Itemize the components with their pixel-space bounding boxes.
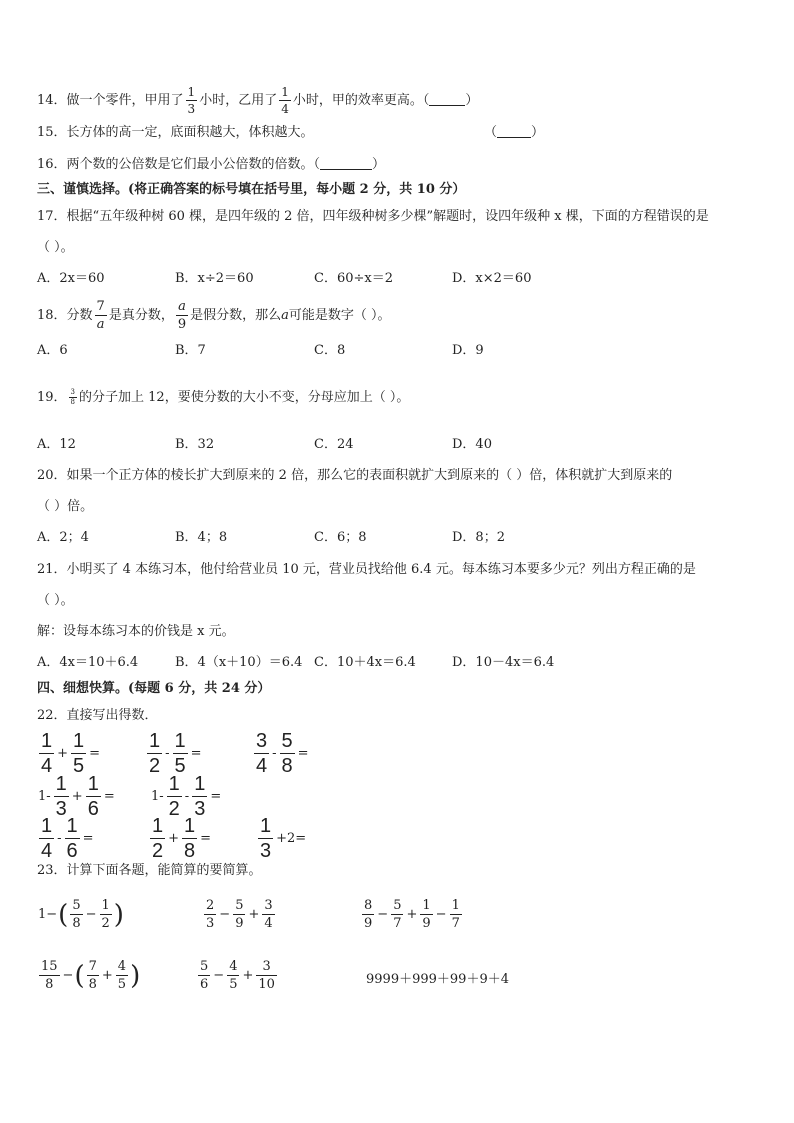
calc-5-6-minus-4-5-plus-3-10: 5 6 − 4 5 + 3 10 xyxy=(200,959,275,992)
calc-1-2-minus-1-5: 1 2 - 1 5 = xyxy=(149,730,202,777)
q15-answer xyxy=(484,123,544,143)
q18-option-d[interactable]: D．9 xyxy=(452,343,484,358)
q21-option-b[interactable]: B．4（x＋10）＝6.4 xyxy=(175,655,303,670)
calc-1-minus-1-2-minus-1-3: 1- 1 2 - 1 3 = xyxy=(151,773,222,820)
section-4-title: 四、细想快算。(每题 6 分，共 24 分） xyxy=(37,681,271,696)
q21-option-c[interactable]: C．10＋4x＝6.4 xyxy=(314,655,416,670)
question-23-title: 23．计算下面各题，能简算的要简算。 xyxy=(37,863,262,878)
q16-text: 16．两个数的公倍数是它们最小公倍数的倍数。（ xyxy=(37,157,321,172)
question-21-line2: （ ）。 xyxy=(37,593,74,608)
answer-blank[interactable] xyxy=(429,91,465,106)
calc-8-9-minus-5-7-plus-1-9-minus-1-7: 8 9 − 5 7 + 1 9 − 1 7 xyxy=(364,898,460,931)
q19-number: 19． xyxy=(37,390,67,405)
q20-option-c[interactable]: C．6；8 xyxy=(314,530,367,545)
fraction-7-over-a: $\frac{7}{a}$ xyxy=(96,299,105,332)
section-3-title: 三、谨慎选择。(将正确答案的标号填在括号里，每小题 2 分，共 10 分） xyxy=(37,182,466,197)
question-17: 17．根据“五年级种树 60 棵，是四年级的 2 倍，四年级种树多少棵”解题时，设四年级种 x 棵，下面的方程错误的是 xyxy=(37,209,709,224)
fraction-one-third: $\frac{1}{3}$ xyxy=(187,85,196,116)
question-20: 20．如果一个正方体的棱长扩大到原来的 2 倍，那么它的表面积就扩大到原来的（ ）倍，体积就扩大到原来的 xyxy=(37,468,673,483)
q18-option-a[interactable]: A．6 xyxy=(37,343,68,358)
q20-option-d[interactable]: D．8；2 xyxy=(452,530,505,545)
calc-1-2-plus-1-8: 1 2 + 1 8 = xyxy=(152,815,212,862)
calc-1-minus-paren-5-8-minus-1-2: 1− ( 5 8 − 1 2 ) xyxy=(38,898,124,931)
fraction-3-over-8: $\frac{3}{8}$ xyxy=(70,388,76,406)
q18-option-c[interactable]: C．8 xyxy=(314,343,346,358)
q15-open: （ xyxy=(484,125,498,140)
calc-1-4-plus-1-5: 1 4 + 1 5 = xyxy=(41,730,101,777)
question-17-line2: （ ）。 xyxy=(37,240,74,255)
calc-1-minus-1-3-plus-1-6: 1- 1 3 + 1 6 = xyxy=(38,773,115,820)
variable-a: a xyxy=(281,308,289,323)
q16-close: ） xyxy=(372,157,386,172)
q19-option-d[interactable]: D．40 xyxy=(452,437,492,452)
q17-option-d[interactable]: D．x×2＝60 xyxy=(452,271,532,286)
q18-text-a: 18．分数 xyxy=(37,308,93,323)
q15-text: 15．长方体的高一定，底面积越大，体积越大。 xyxy=(37,125,314,140)
q18-option-b[interactable]: B．7 xyxy=(175,343,206,358)
question-19 xyxy=(37,388,409,408)
q18-text-b: 是真分数， xyxy=(108,308,174,323)
q20-option-b[interactable]: B．4；8 xyxy=(175,530,228,545)
question-14 xyxy=(37,86,478,115)
q17-option-c[interactable]: C．60÷x＝2 xyxy=(314,271,393,286)
fraction-one-fourth: $\frac{1}{4}$ xyxy=(281,85,289,116)
q19-option-a[interactable]: A．12 xyxy=(37,437,76,452)
q14-close: ） xyxy=(465,93,479,108)
q15-close: ） xyxy=(531,125,545,140)
q18-text-c: 是假分数，那么 xyxy=(190,308,282,323)
fraction-a-over-9: $\frac{a}{9}$ xyxy=(177,299,187,332)
q17-option-b[interactable]: B．x÷2＝60 xyxy=(175,271,254,286)
question-15 xyxy=(37,123,314,143)
q14-text-c: 小时，甲的效率更高。（ xyxy=(292,93,430,108)
question-20-line2: （ ）倍。 xyxy=(37,499,94,514)
calc-3-4-minus-5-8: 3 4 - 5 8 = xyxy=(256,730,309,777)
q14-text-b: 小时，乙用了 xyxy=(199,93,278,108)
q21-option-a[interactable]: A．4x＝10＋6.4 xyxy=(37,655,139,670)
calc-1-3-plus-2: 1 3 +2= xyxy=(260,815,307,862)
q21-option-d[interactable]: D．10－4x＝6.4 xyxy=(452,655,555,670)
q17-option-a[interactable]: A．2x＝60 xyxy=(37,271,105,286)
answer-blank[interactable] xyxy=(497,123,531,138)
q18-text-d: 可能是数字（ ）。 xyxy=(288,308,391,323)
q19-option-b[interactable]: B．32 xyxy=(175,437,215,452)
question-18 xyxy=(37,298,391,334)
calc-2-3-minus-5-9-plus-3-4: 2 3 − 5 9 + 3 4 xyxy=(206,898,273,931)
calc-1-4-minus-1-6: 1 4 - 1 6 = xyxy=(41,815,94,862)
q19-option-c[interactable]: C．24 xyxy=(314,437,354,452)
question-16 xyxy=(37,155,385,175)
calc-9999-sum: 9999＋999＋99＋9＋4 xyxy=(366,972,509,987)
q20-option-a[interactable]: A．2；4 xyxy=(37,530,89,545)
q19-text: 的分子加上 12，要使分数的大小不变，分母应加上（ ）。 xyxy=(79,390,410,405)
q14-text: 14．做一个零件，甲用了 xyxy=(37,93,184,108)
answer-blank[interactable] xyxy=(320,155,372,170)
question-21-line3: 解：设每本练习本的价钱是 x 元。 xyxy=(37,624,235,639)
question-21: 21．小明买了 4 本练习本，他付给营业员 10 元，营业员找给他 6.4 元。每本练习本要多少元？列出方程正确的是 xyxy=(37,562,696,577)
question-22-title: 22．直接写出得数． xyxy=(37,708,158,723)
calc-15-8-minus-paren-7-8-plus-4-5: 15 8 − ( 7 8 + 4 5 ) xyxy=(41,959,141,992)
